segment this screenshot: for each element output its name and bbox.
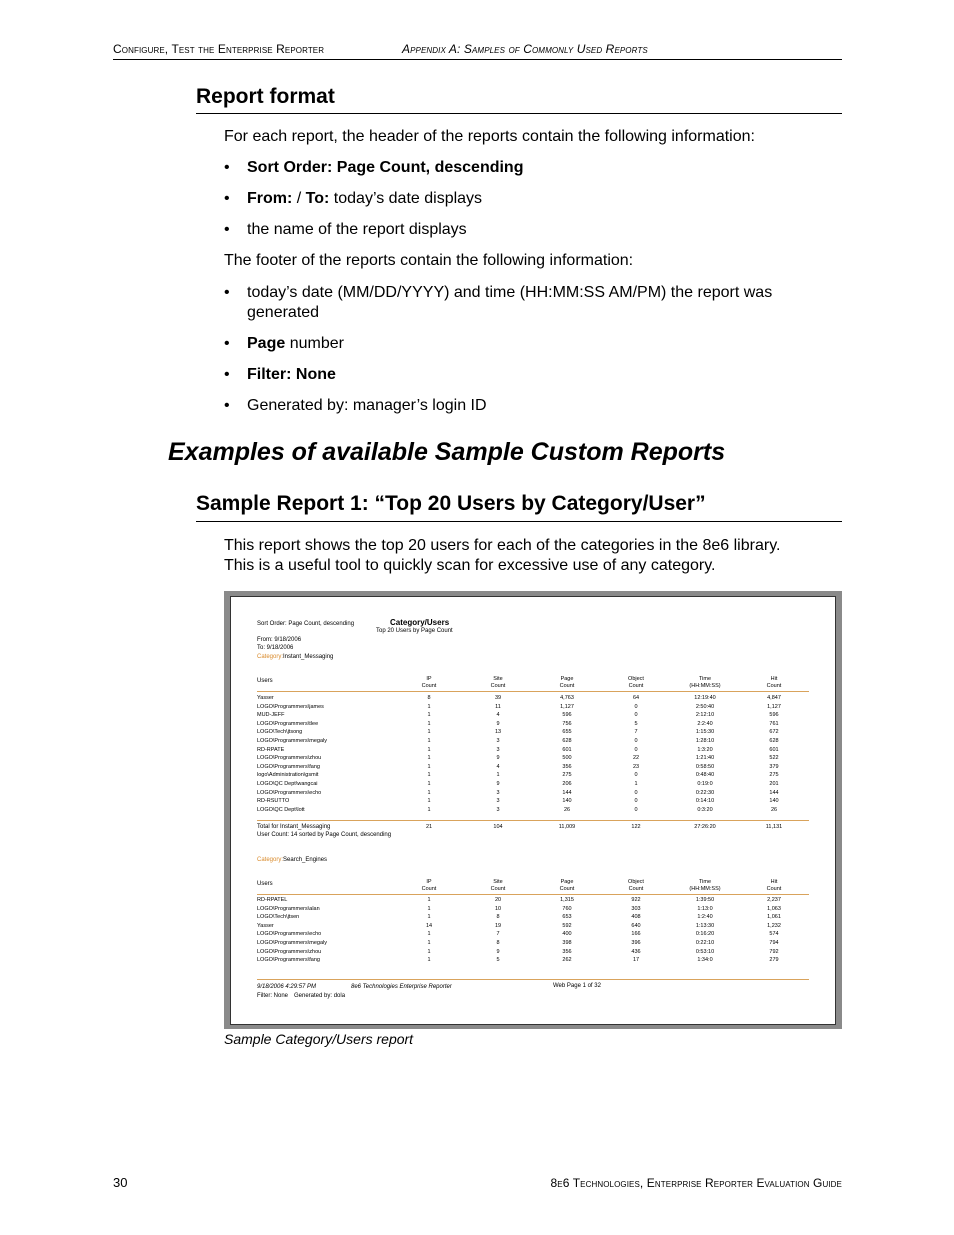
table-cell: 0 [634, 789, 638, 796]
shot-t1-total-label: Total for Instant_Messaging [257, 824, 331, 830]
table-cell: 1 [427, 897, 431, 903]
shot-t1-total-object: 122 [631, 824, 641, 830]
shot-t1-total-hit: 11,131 [765, 824, 783, 830]
table-cell: 0:19:0 [697, 780, 713, 787]
table-cell: 1 [427, 763, 431, 770]
table-cell: Yasser [257, 922, 274, 929]
table-cell: 408 [631, 914, 641, 921]
table-cell: 0 [634, 772, 638, 779]
table-cell: 1,061 [767, 914, 781, 921]
shot-col-page: Page Count [559, 879, 575, 892]
shot-t1-total-page: 11,009 [558, 824, 576, 830]
table-cell: 0:53:10 [695, 948, 715, 955]
table-cell: 1 [427, 780, 431, 787]
table-cell: RD-RPATE [257, 746, 285, 753]
table-cell: 3 [496, 737, 500, 744]
shot-t2-ip [409, 896, 449, 965]
table-cell: 522 [769, 755, 779, 762]
table-cell: 3 [496, 806, 500, 813]
table-cell: 4 [496, 763, 500, 770]
table-cell: 1 [427, 798, 431, 805]
table-cell: 206 [562, 780, 572, 787]
table-cell: 8 [496, 914, 500, 921]
table-cell: 1 [427, 931, 431, 938]
table-cell: 653 [562, 914, 572, 921]
running-header-right: Appendix A: Samples of Commonly Used Reports [402, 42, 648, 56]
table-cell: LOGO\Programmers\zhou [257, 948, 322, 955]
table-cell: 436 [631, 948, 641, 955]
table-cell: 0:22:30 [695, 789, 715, 796]
shot-footer-date: 9/18/2006 4:29:57 PM [257, 984, 317, 990]
table-cell: 0 [634, 737, 638, 744]
table-cell: 1 [427, 905, 431, 912]
table-cell: 140 [769, 798, 779, 805]
shot-col-ip: IP Count [421, 879, 437, 892]
table-cell: 794 [769, 939, 779, 946]
report-page [230, 596, 836, 1025]
table-cell: 601 [769, 746, 779, 753]
table-cell: 1 [427, 914, 431, 921]
table-cell: 9 [496, 780, 500, 787]
table-cell: 1 [427, 712, 431, 719]
table-cell: 760 [562, 905, 572, 912]
table-cell: 1 [427, 806, 431, 813]
table-cell: 275 [562, 772, 572, 779]
examples-heading: Examples of available Sample Custom Reports [168, 438, 726, 466]
table-cell: 398 [562, 939, 572, 946]
table-cell: 5 [496, 957, 500, 964]
table-cell: 1,315 [560, 897, 574, 903]
shot-col-users: Users [257, 881, 273, 887]
table-cell: 922 [631, 897, 641, 903]
shot-footer-generated: Generated by: dola [294, 993, 346, 999]
table-cell: 0:3:20 [697, 806, 713, 813]
table-cell: 1:28:10 [695, 737, 715, 744]
table-cell: 39 [494, 695, 502, 701]
running-footer-right: 8e6 Technologies, Enterprise Reporter Evaluation Guide [550, 1176, 842, 1190]
table-cell: 1 [427, 729, 431, 736]
shot-to: To: 9/18/2006 [257, 645, 294, 651]
table-cell: logo\Administration\gsmit [257, 772, 319, 779]
shot-t1-hit [754, 694, 794, 814]
table-cell: 1:15:30 [695, 729, 715, 736]
table-cell: 279 [769, 957, 779, 964]
table-cell: 23 [632, 763, 640, 770]
table-cell: 0:58:50 [695, 763, 715, 770]
shot-rule [257, 691, 809, 692]
table-cell: 64 [632, 695, 640, 701]
shot-col-page: Page Count [559, 676, 575, 689]
table-cell: LOGO\QC Dept\lott [257, 806, 305, 813]
section-rule [196, 113, 842, 114]
table-cell: 144 [562, 789, 572, 796]
table-cell: LOGO\Programmers\zhou [257, 755, 322, 762]
table-cell: 500 [562, 755, 572, 762]
table-cell: 2:12:10 [695, 712, 715, 719]
table-cell: 166 [631, 931, 641, 938]
shot-t1-users [257, 694, 377, 814]
shot-t1-ip [409, 694, 449, 814]
table-cell: 1:13:0 [697, 905, 713, 912]
table-cell: 2:50:40 [695, 703, 715, 710]
table-cell: 0:48:40 [695, 772, 715, 779]
shot-footer-filter: Filter: None [257, 993, 289, 999]
shot-col-site: Site Count [490, 676, 506, 689]
table-cell: 400 [562, 931, 572, 938]
table-cell: LOGO\Programmers\tlee [257, 720, 319, 727]
table-cell: 4 [496, 712, 500, 719]
table-cell: 356 [562, 763, 572, 770]
shot-footer-page: Web Page 1 of 32 [553, 983, 601, 989]
shot-col-time: Time (HH:MM:SS) [689, 676, 721, 689]
table-cell: 22 [632, 755, 640, 762]
table-cell: LOGO\Programmers\echo [257, 789, 322, 796]
table-cell: 1 [427, 746, 431, 753]
table-cell: 792 [769, 948, 779, 955]
table-cell: 1:2:40 [697, 914, 713, 921]
table-cell: LOGO\Programmers\megaly [257, 939, 327, 946]
table-cell: 379 [769, 763, 779, 770]
table-cell: 13 [494, 729, 502, 736]
shot-t1-total-site: 104 [493, 824, 503, 830]
shot-col-ip: IP Count [421, 676, 437, 689]
body-line: This report shows the top 20 users for each of the categories in the 8e6 library. [224, 537, 781, 554]
table-cell: 1:34:0 [697, 957, 713, 964]
table-cell: 2:2:40 [697, 720, 713, 727]
table-cell: LOGO\Tech\jtsen [257, 914, 300, 921]
shot-t1-page [547, 694, 587, 814]
table-cell: 0 [634, 746, 638, 753]
table-cell: 3 [496, 789, 500, 796]
body-line: This is a useful tool to quickly scan for excessive use of any category. [224, 557, 716, 574]
table-cell: 1 [427, 737, 431, 744]
table-cell: 4,847 [767, 695, 781, 701]
table-cell: 1 [427, 772, 431, 779]
table-cell: 1,063 [767, 905, 781, 912]
table-cell: RD-RSUTTO [257, 798, 290, 805]
figure-caption: Sample Category/Users report [224, 1031, 414, 1047]
running-header-left: Configure, Test the Enterprise Reporter [113, 42, 325, 56]
shot-t2-object [616, 896, 656, 965]
table-cell: 0 [634, 703, 638, 710]
table-cell: 1 [427, 948, 431, 955]
shot-category-2: Category:Search_Engines [257, 857, 328, 863]
report-format-intro: For each report, the header of the reports contain the following information: [224, 128, 755, 145]
table-cell: 1 [427, 789, 431, 796]
table-cell: 11 [495, 703, 501, 710]
shot-rule [257, 820, 809, 821]
table-cell: 4,763 [560, 695, 574, 701]
shot-category-1: Category:Instant_Messaging [257, 654, 334, 660]
table-cell: 1 [427, 703, 431, 710]
table-cell: 0 [634, 712, 638, 719]
shot-t1-site [478, 694, 518, 814]
table-cell: 601 [562, 746, 572, 753]
shot-t2-site [478, 896, 518, 965]
table-cell: 17 [632, 957, 640, 964]
table-cell: RD-RPATEL [257, 897, 288, 903]
shot-t1-total-ip: 21 [425, 824, 433, 830]
table-cell: LOGO\Programmers\fang [257, 957, 320, 964]
report-screenshot [224, 591, 842, 1029]
table-cell: 275 [769, 772, 779, 779]
shot-t1-user-count: User Count: 14 sorted by Page Count, descending [257, 832, 392, 838]
header-rule [113, 59, 842, 60]
table-cell: 356 [562, 948, 572, 955]
shot-t2-time [685, 896, 725, 965]
table-cell: 8 [427, 695, 431, 701]
table-cell: 1,127 [560, 703, 574, 710]
shot-footer-company: 8e6 Technologies Enterprise Reporter [351, 984, 452, 990]
table-cell: 0:16:20 [695, 931, 715, 938]
table-cell: 1,127 [767, 703, 781, 710]
table-cell: 14 [425, 922, 433, 929]
table-cell: 1 [634, 780, 638, 787]
shot-col-hit: Hit Count [766, 879, 782, 892]
table-cell: 655 [562, 729, 572, 736]
table-cell: 1 [427, 957, 431, 964]
table-cell: 3 [496, 798, 500, 805]
shot-subtitle: Top 20 Users by Page Count [376, 628, 453, 634]
report-format-heading: Report format [196, 85, 335, 108]
shot-col-time: Time (HH:MM:SS) [689, 879, 721, 892]
table-cell: 596 [562, 712, 572, 719]
table-cell: 9 [496, 720, 500, 727]
shot-col-hit: Hit Count [766, 676, 782, 689]
section-rule [196, 521, 842, 522]
shot-col-users: Users [257, 678, 273, 684]
table-cell: 1 [427, 939, 431, 946]
table-cell: 9 [496, 948, 500, 955]
shot-rule [257, 979, 809, 980]
table-cell: Yasser [257, 695, 274, 701]
table-cell: 262 [562, 957, 572, 964]
shot-rule [257, 894, 809, 895]
shot-sort-order: Sort Order: Page Count, descending [257, 621, 355, 627]
table-cell: 1:13:30 [695, 922, 715, 929]
shot-col-object: Object Count [628, 676, 644, 689]
table-cell: 140 [562, 798, 572, 805]
table-cell: 1:39:50 [695, 897, 715, 903]
table-cell: LOGO\Programmers\fang [257, 763, 320, 770]
table-cell: 0:14:10 [695, 798, 715, 805]
table-cell: 303 [631, 905, 641, 912]
shot-t2-hit [754, 896, 794, 965]
table-cell: 596 [769, 712, 779, 719]
table-cell: 0:22:10 [695, 939, 715, 946]
shot-t2-users [257, 896, 377, 965]
table-cell: LOGO\Programmers\alan [257, 905, 320, 912]
table-cell: 8 [496, 939, 500, 946]
table-cell: 7 [634, 729, 638, 736]
shot-col-site: Site Count [490, 879, 506, 892]
table-cell: 672 [769, 729, 779, 736]
table-cell: 10 [494, 905, 502, 912]
table-cell: LOGO\Programmers\echo [257, 931, 322, 938]
page-number: 30 [113, 1175, 128, 1190]
table-cell: 20 [494, 897, 502, 903]
table-cell: 1 [427, 720, 431, 727]
table-cell: 1:3:20 [697, 746, 713, 753]
table-cell: 144 [769, 789, 779, 796]
table-cell: 1 [427, 755, 431, 762]
table-cell: 0 [634, 798, 638, 805]
shot-t1-total-time: 27:26:20 [694, 824, 716, 830]
sample-report-1-body [224, 536, 842, 576]
table-cell: 0 [634, 806, 638, 813]
table-cell: 1,232 [767, 922, 781, 929]
table-cell: 9 [496, 755, 500, 762]
shot-t2-page [547, 896, 587, 965]
shot-t1-object [616, 694, 656, 814]
sample-report-1-heading: Sample Report 1: “Top 20 Users by Category/User” [196, 492, 706, 515]
table-cell: 396 [631, 939, 641, 946]
table-cell: 7 [496, 931, 500, 938]
table-cell: 640 [631, 922, 641, 929]
table-cell: LOGO\QC Dept\wangcai [257, 780, 318, 787]
table-cell: 3 [496, 746, 500, 753]
table-cell: 1 [496, 772, 500, 779]
table-cell: MUD-JEFF [257, 712, 285, 719]
shot-title: Category/Users [390, 618, 450, 627]
table-cell: 628 [769, 737, 779, 744]
table-cell: 5 [634, 720, 638, 727]
shot-from: From: 9/18/2006 [257, 637, 302, 643]
table-cell: 761 [769, 720, 779, 727]
table-cell: 628 [562, 737, 572, 744]
table-cell: 26 [770, 806, 778, 813]
shot-col-object: Object Count [628, 879, 644, 892]
table-cell: 19 [494, 922, 502, 929]
table-cell: 26 [563, 806, 571, 813]
table-cell: 12:19:40 [694, 695, 716, 701]
table-cell: 574 [769, 931, 779, 938]
table-cell: LOGO\Tech\jtsong [257, 729, 303, 736]
table-cell: 1:21:40 [695, 755, 715, 762]
table-cell: 2,237 [767, 897, 781, 903]
table-cell: LOGO\Programmers\james [257, 703, 324, 710]
table-cell: 201 [769, 780, 779, 787]
footer-intro: The footer of the reports contain the following information: [224, 252, 634, 269]
table-cell: 592 [562, 922, 572, 929]
table-cell: LOGO\Programmers\megaly [257, 737, 327, 744]
shot-t1-time [685, 694, 725, 814]
table-cell: 756 [562, 720, 572, 727]
